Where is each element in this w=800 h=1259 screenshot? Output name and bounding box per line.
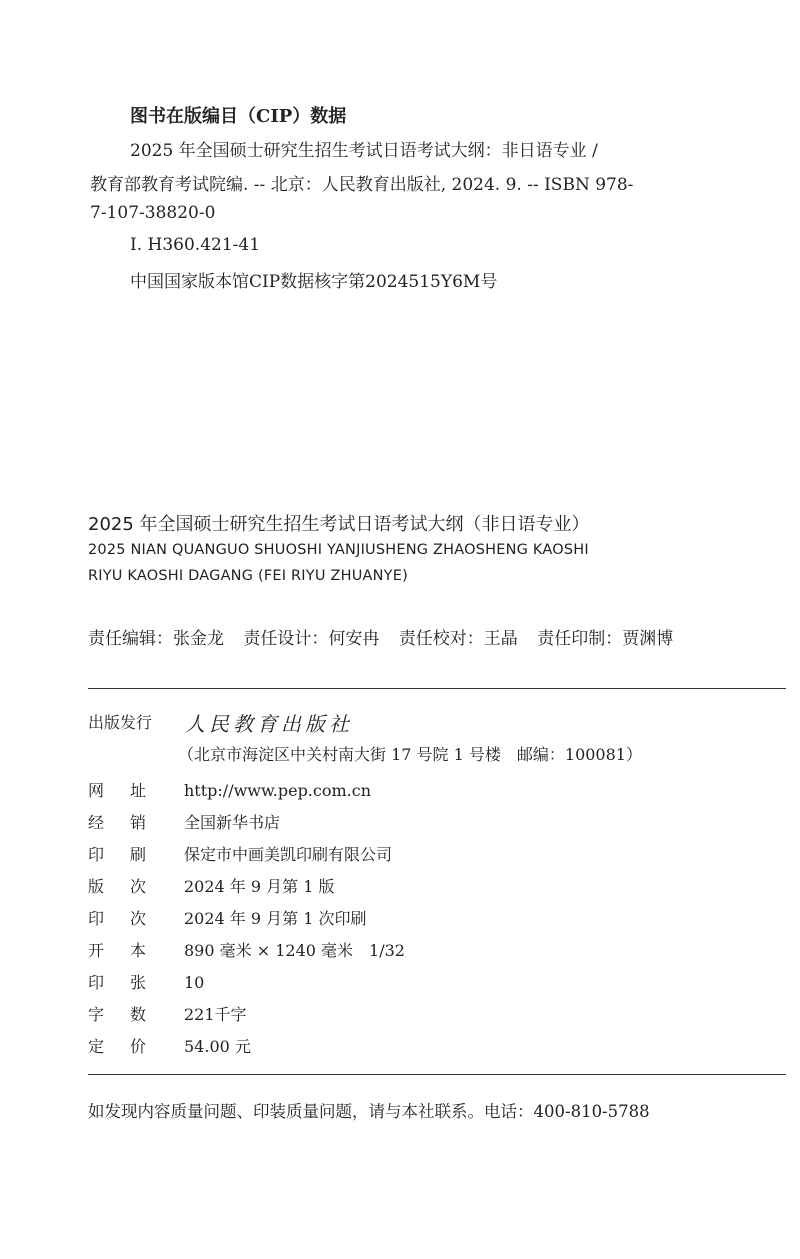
pub-label: 印张 xyxy=(88,973,173,992)
pub-value: 221千字 xyxy=(184,1005,247,1024)
pub-row-distributor xyxy=(88,810,280,838)
publisher-label: 出版发行 xyxy=(88,713,153,732)
pub-value: 2024 年 9 月第 1 次印刷 xyxy=(184,909,367,928)
pub-value: 全国新华书店 xyxy=(184,813,281,832)
pub-label: 版次 xyxy=(88,877,173,896)
publisher-address: （北京市海淀区中关村南大街 17 号院 1 号楼 邮编：100081） xyxy=(178,745,642,764)
pub-value: 2024 年 9 月第 1 版 xyxy=(184,877,335,896)
book-title-pinyin-line-1: 2025 NIAN QUANGUO SHUOSHI YANJIUSHENG ZHAOSHENG KAOSHI xyxy=(88,542,589,558)
cip-line-4: Ⅰ. H360.421-41 xyxy=(130,235,261,255)
pub-value: 890 毫米 × 1240 毫米 1/32 xyxy=(184,941,405,960)
pub-label: 印刷 xyxy=(88,845,173,864)
pub-label: 网址 xyxy=(88,781,173,800)
quality-contact-note: 如发现内容质量问题、印装质量问题，请与本社联系。电话：400-810-5788 xyxy=(88,1102,650,1121)
cip-heading: 图书在版编目（CIP）数据 xyxy=(130,106,347,127)
pub-label: 字数 xyxy=(88,1005,173,1024)
pub-value: 54.00 元 xyxy=(184,1037,251,1056)
pub-row-website xyxy=(88,778,371,806)
cip-line-3: 7-107-38820-0 xyxy=(90,203,216,223)
staff-proofreader: 责任校对：王晶 xyxy=(398,629,518,649)
staff-printing: 责任印制：贾渊博 xyxy=(537,629,674,649)
publisher-row xyxy=(88,710,184,738)
website-link[interactable]: http://www.pep.com.cn xyxy=(184,781,372,800)
divider-bottom xyxy=(88,1074,786,1075)
pub-row-format xyxy=(88,938,405,966)
staff-editor: 责任编辑：张金龙 xyxy=(88,629,224,649)
staff-designer: 责任设计：何安冉 xyxy=(243,629,380,649)
pub-label: 印次 xyxy=(88,909,173,928)
publisher-logo: 人民教育出版社 xyxy=(185,712,353,736)
book-title-pinyin-line-2: RIYU KAOSHI DAGANG (FEI RIYU ZHUANYE) xyxy=(88,568,408,584)
divider-top xyxy=(88,688,786,689)
staff-credits xyxy=(88,624,687,649)
pub-row-printer xyxy=(88,842,392,870)
pub-row-sheets xyxy=(88,970,204,998)
pub-value: 保定市中画美凯印刷有限公司 xyxy=(184,845,393,864)
cip-line-2: 教育部教育考试院编. -- 北京：人民教育出版社, 2024. 9. -- ISBN 978- xyxy=(90,175,634,195)
book-title-chinese: 2025 年全国硕士研究生招生考试日语考试大纲（非日语专业） xyxy=(88,514,590,535)
pub-row-price xyxy=(88,1034,251,1062)
pub-row-printing xyxy=(88,906,367,934)
cip-line-5: 中国国家版本馆CIP数据核字第2024515Y6M号 xyxy=(130,272,498,292)
pub-label: 定价 xyxy=(88,1037,173,1056)
pub-row-edition xyxy=(88,874,335,902)
pub-row-word-count xyxy=(88,1002,247,1030)
pub-value: 10 xyxy=(184,973,205,992)
pub-label: 开本 xyxy=(88,941,173,960)
cip-line-1: 2025 年全国硕士研究生招生考试日语考试大纲：非日语专业 / xyxy=(130,141,598,161)
pub-label: 经销 xyxy=(88,813,173,832)
